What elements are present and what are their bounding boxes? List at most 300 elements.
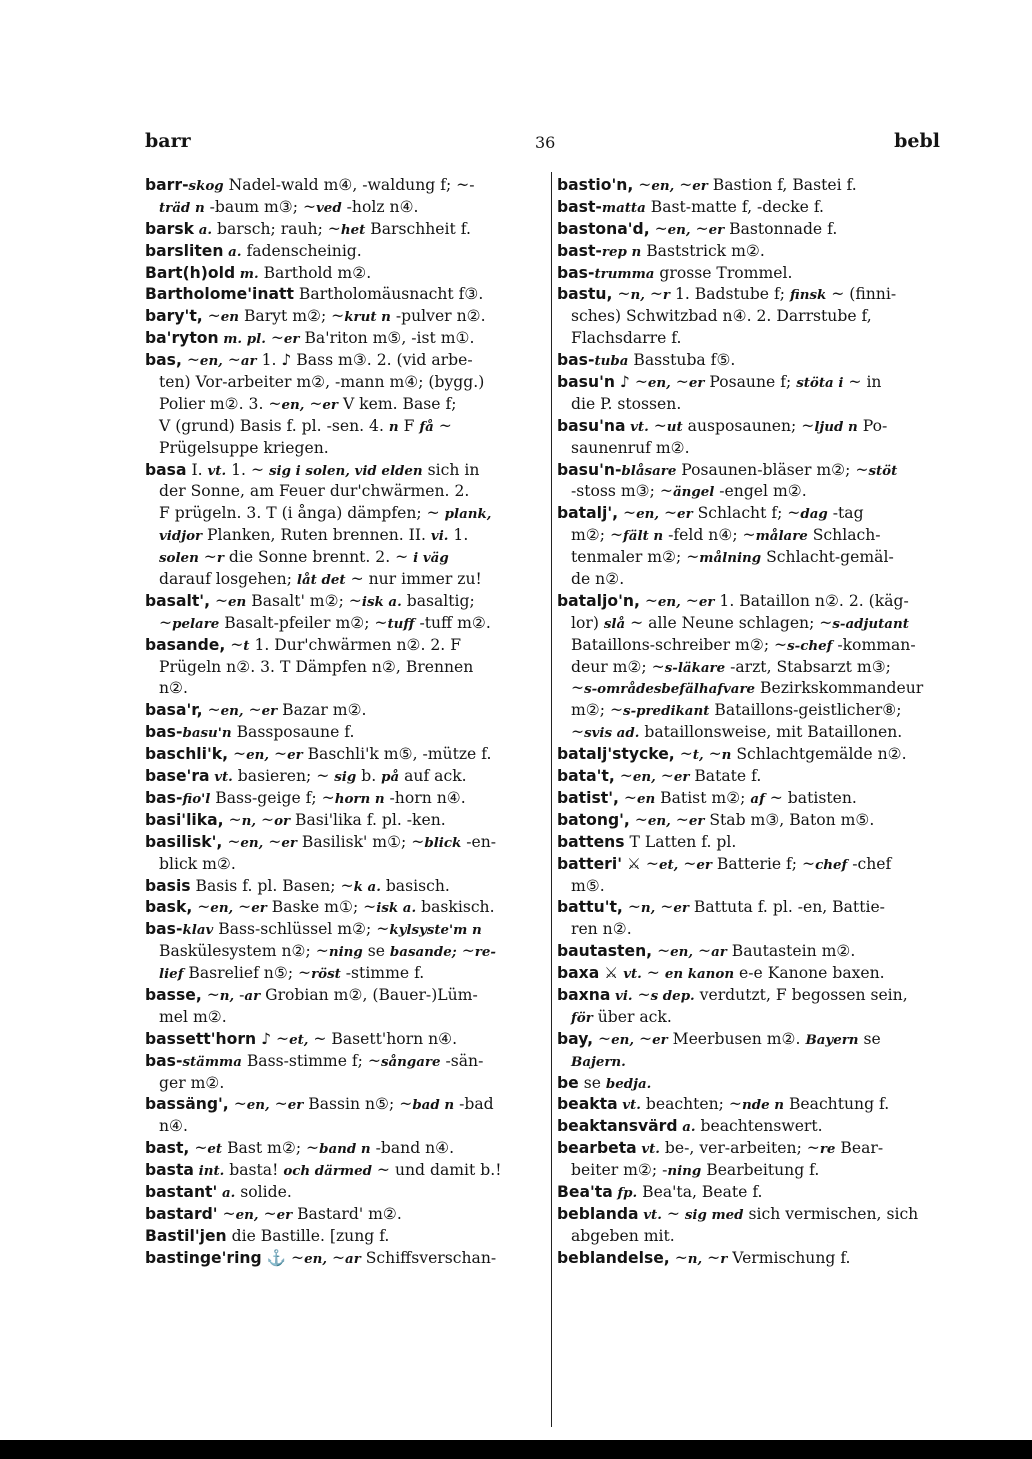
grammar-note: en, <box>651 178 675 194</box>
dictionary-entry <box>145 219 548 241</box>
entry-text: Nadel-wald m④, -waldung f; ~- <box>223 176 475 194</box>
entry-text: -arzt, Stabsarzt m③; <box>725 657 891 676</box>
dictionary-entry <box>145 350 548 459</box>
entry-text: -band n④. <box>370 1139 455 1158</box>
dictionary-entry <box>557 963 969 985</box>
headword: bas- <box>145 788 183 807</box>
entry-line <box>145 1116 548 1138</box>
grammar-note: röst <box>311 966 341 983</box>
grammar-note: er <box>261 703 278 720</box>
grammar-note: en, <box>220 703 244 720</box>
entry-line <box>145 744 548 766</box>
entry-line <box>145 635 548 657</box>
entry-line <box>557 941 969 963</box>
headword: bas- <box>557 263 595 282</box>
dictionary-entry <box>145 810 548 832</box>
entry-text: -komman- <box>832 635 916 654</box>
entry-text: ~ <box>680 591 699 610</box>
entry-line <box>557 394 969 416</box>
grammar-note: n, <box>241 812 257 829</box>
dictionary-entry <box>145 591 548 635</box>
dictionary-entry <box>557 350 969 372</box>
entry-text: die P. stossen. <box>571 394 682 413</box>
entry-text: ~ <box>571 679 585 698</box>
dictionary-entry <box>557 460 969 504</box>
entry-text: -baum m③; ~ <box>204 197 317 216</box>
entry-line <box>145 1029 548 1051</box>
entry-text: Baske m①; ~ <box>266 898 377 917</box>
dictionary-entry <box>145 1248 548 1270</box>
entry-text: abgeben mit. <box>571 1226 675 1245</box>
grammar-note: fält n <box>623 528 664 545</box>
entry-line <box>557 876 969 898</box>
grammar-note: er <box>281 834 297 851</box>
entry-text: saunenruf m②. <box>571 438 690 457</box>
grammar-note: en, <box>240 834 264 851</box>
grammar-note: er <box>283 331 300 348</box>
grammar-note: er <box>677 506 693 523</box>
grammar-note: r <box>216 550 224 567</box>
entry-text: -engel m②. <box>714 482 807 501</box>
entry-text: Basstuba f⑤. <box>628 351 736 370</box>
entry-text: Bearbeitung f. <box>701 1161 820 1180</box>
entry-line <box>557 1182 969 1204</box>
headword: basta <box>145 1161 194 1180</box>
grammar-note: basu'n <box>182 725 232 742</box>
entry-line <box>145 460 548 482</box>
entry-text: blick m②. <box>159 854 236 873</box>
grammar-note: blåsare <box>621 462 677 479</box>
dictionary-entry <box>557 1182 969 1204</box>
headword: bastu, <box>557 285 613 304</box>
entry-text: darauf losgehen; <box>159 570 297 589</box>
grammar-note: plank, <box>444 506 492 523</box>
entry-line <box>145 1073 548 1095</box>
headword: beblanda <box>557 1204 639 1223</box>
entry-text: -sän- <box>440 1051 484 1070</box>
headword: bata't, <box>557 767 615 786</box>
left-column <box>145 175 548 1270</box>
grammar-note: horn n <box>334 790 385 807</box>
entry-line <box>145 678 548 700</box>
headword: beakta <box>557 1095 618 1114</box>
grammar-note: re <box>819 1141 836 1158</box>
grammar-note: klav <box>182 922 214 939</box>
entry-text: ~ <box>655 898 674 917</box>
grammar-note: er <box>652 1031 668 1048</box>
entry-text: ~ <box>201 985 220 1004</box>
entry-text: Planken, Ruten brennen. II. <box>202 526 431 545</box>
grammar-note: vt. <box>207 462 227 479</box>
entry-line <box>557 175 969 197</box>
grammar-note: a. <box>217 1184 236 1201</box>
grammar-note: vt. <box>623 966 642 983</box>
entry-text: ~ <box>674 176 693 194</box>
headword: bas- <box>145 920 183 939</box>
entry-text: Beachtung f. <box>784 1095 890 1114</box>
entry-line <box>557 1226 969 1248</box>
entry-text: b. <box>356 767 382 786</box>
grammar-note: sig <box>334 769 357 786</box>
entry-text: m②; ~ <box>571 526 624 545</box>
grammar-note: vt. <box>638 1206 662 1223</box>
grammar-note: isk a. <box>361 593 402 610</box>
entry-line <box>557 525 969 547</box>
entry-line <box>557 766 969 788</box>
entry-text: Flachsdarre f. <box>571 329 682 348</box>
grammar-note: n, <box>687 1250 703 1267</box>
dictionary-entry <box>145 1204 548 1226</box>
entry-text: Bartholomäusnacht f③. <box>293 285 484 304</box>
entry-text: -tuff m②. <box>414 613 491 632</box>
dictionary-entry <box>557 372 969 416</box>
grammar-note: rep n <box>601 243 642 260</box>
entry-line <box>145 284 548 306</box>
grammar-note: sig i solen, vid elden <box>269 462 423 479</box>
grammar-note: t <box>243 637 250 654</box>
dictionary-entry <box>145 766 548 788</box>
entry-text: ~ <box>674 745 693 764</box>
entry-text: deur m②; ~ <box>571 657 665 676</box>
dictionary-entry <box>145 897 548 919</box>
grammar-note: slå <box>603 615 626 632</box>
grammar-note: n, <box>630 287 645 304</box>
entry-text: grosse Trommel. <box>654 263 793 282</box>
entry-text: ~ nur immer zu! <box>345 570 482 589</box>
entry-text: ~ <box>327 1248 346 1267</box>
running-head-right: bebl <box>894 130 940 152</box>
grammar-note: re- <box>474 944 496 961</box>
entry-text: -pulver n②. <box>390 307 486 326</box>
dictionary-entry <box>145 1051 548 1095</box>
entry-line <box>557 1073 969 1095</box>
entry-line <box>145 1138 548 1160</box>
grammar-note: a. <box>223 243 242 260</box>
entry-line <box>557 854 969 876</box>
entry-text: ~ <box>678 854 697 873</box>
entry-text: Vermischung f. <box>727 1248 851 1267</box>
grammar-note: en, <box>199 353 223 370</box>
entry-line <box>145 547 548 569</box>
grammar-note: solen <box>159 550 199 567</box>
entry-text: 1. ♪ Bass m③. 2. (vid arbe- <box>256 351 473 370</box>
grammar-note: en, <box>670 944 694 961</box>
entry-line <box>557 919 969 941</box>
grammar-note: k a. <box>353 878 381 895</box>
grammar-note: stämma <box>182 1053 242 1070</box>
grammar-note: s-chef <box>787 637 833 654</box>
entry-text: se <box>578 1073 606 1092</box>
headword: Bartholome'inatt <box>145 285 294 304</box>
entry-line <box>145 197 548 219</box>
headword: bas- <box>145 723 183 742</box>
entry-text: Bassin n⑤; ~ <box>303 1095 413 1114</box>
entry-text: 1. Dur'chwärmen n②. 2. F <box>249 635 462 654</box>
entry-text: ~ <box>223 810 242 829</box>
grammar-note: int. <box>193 1163 225 1180</box>
entry-text: ~ <box>433 416 452 435</box>
entry-line <box>145 876 548 898</box>
entry-text: Basalt-pfeiler m②; ~ <box>219 613 388 632</box>
entry-line <box>557 350 969 372</box>
entry-text: ~ <box>258 1204 277 1223</box>
entry-line <box>145 1160 548 1182</box>
entry-text: Posaunen-bläser m②; ~ <box>676 460 869 479</box>
entry-text: beachtenswert. <box>695 1117 823 1136</box>
grammar-note: en, <box>246 1097 270 1114</box>
entry-text: ger m②. <box>159 1073 225 1092</box>
headword: basu'na <box>557 416 626 435</box>
entry-text: ~ <box>612 285 631 304</box>
grammar-note: fio'l <box>182 790 211 807</box>
entry-text: ~ <box>655 767 674 786</box>
entry-line <box>145 1204 548 1226</box>
grammar-note: bedja. <box>605 1075 652 1092</box>
entry-line <box>557 700 969 722</box>
headword: bataljo'n, <box>557 591 640 610</box>
entry-text: Basrelief n⑤; ~ <box>183 964 312 983</box>
entry-line <box>145 1226 548 1248</box>
grammar-note: krut n <box>344 309 391 326</box>
entry-text: ~ <box>661 1204 685 1223</box>
grammar-note: en <box>228 593 247 610</box>
entry-text: mel m②. <box>159 1007 227 1026</box>
headword: Bart(h)old <box>145 263 236 282</box>
entry-text: e-e Kanone baxen. <box>734 964 885 983</box>
entry-text: ten) Vor-arbeiter m②, -mann m④; (bygg.) <box>159 373 485 392</box>
grammar-note: t, <box>692 747 704 764</box>
grammar-note: en <box>220 309 239 326</box>
dictionary-entry <box>145 1029 548 1051</box>
entry-line <box>557 1138 969 1160</box>
headword: bay, <box>557 1029 594 1048</box>
headword: bast- <box>557 241 602 260</box>
grammar-note: et, <box>289 1031 309 1048</box>
entry-text: ~ <box>198 548 217 567</box>
headword: batalj', <box>557 504 619 523</box>
entry-text: ⚔ <box>599 964 624 983</box>
entry-line <box>557 722 969 744</box>
entry-text: sches) Schwitzbad n④. 2. Darrstube f, <box>571 307 872 326</box>
entry-text: Bataillons-schreiber m②; ~ <box>571 635 788 654</box>
entry-text: I. <box>186 460 208 479</box>
entry-text: Bast m②; ~ <box>222 1139 320 1158</box>
grammar-note: s-adjutant <box>832 615 909 632</box>
entry-text: ⚓ ~ <box>261 1248 305 1267</box>
dictionary-entry <box>557 1029 969 1073</box>
entry-text: ~ batisten. <box>764 788 857 807</box>
entry-text: ~ <box>633 176 652 194</box>
entry-line <box>145 963 548 985</box>
entry-line <box>145 1182 548 1204</box>
grammar-note: fp. <box>612 1184 638 1201</box>
entry-text: Grobian m②, (Bauer-)Lüm- <box>260 985 478 1004</box>
entry-text: Bataillons-geistlicher⑧; <box>709 701 902 720</box>
grammar-note: träd n <box>159 199 205 216</box>
entry-text: ~ <box>618 504 637 523</box>
entry-text: ~ <box>228 1095 247 1114</box>
entry-text: ~ <box>571 723 585 742</box>
headword: bas, <box>145 351 182 370</box>
entry-line <box>557 985 969 1007</box>
dictionary-entry <box>145 241 548 263</box>
dictionary-entry <box>557 1248 969 1270</box>
grammar-note: er <box>276 1206 293 1223</box>
entry-line <box>145 766 548 788</box>
grammar-note: er <box>708 221 725 238</box>
headword: bearbeta <box>557 1139 637 1158</box>
entry-text: -holz n④. <box>341 197 419 216</box>
entry-text: se <box>362 942 390 961</box>
grammar-note: bad n <box>412 1097 455 1114</box>
headword: battu't, <box>557 898 623 917</box>
dictionary-entry <box>145 700 548 722</box>
entry-line <box>145 700 548 722</box>
entry-text: solide. <box>235 1182 292 1201</box>
headword: batteri' <box>557 854 622 873</box>
entry-text: ~ <box>669 1248 688 1267</box>
entry-text: ~ <box>618 788 637 807</box>
entry-line <box>145 372 548 394</box>
dictionary-entry <box>145 722 548 744</box>
dictionary-entry <box>557 985 969 1029</box>
entry-text: Barthold m②. <box>258 263 372 282</box>
entry-line <box>145 985 548 1007</box>
entry-text: ~ in <box>843 373 882 392</box>
entry-line <box>145 503 548 525</box>
grammar-note: er <box>673 769 690 786</box>
entry-text: 1. Bataillon n②. 2. (käg- <box>714 591 909 610</box>
entry-text: basaltig; <box>401 591 475 610</box>
dictionary-entry <box>557 241 969 263</box>
grammar-note: vt. <box>625 418 649 435</box>
grammar-note: er <box>673 900 689 917</box>
entry-text: -stoss m③; ~ <box>571 482 673 501</box>
headword: barsk <box>145 219 195 238</box>
entry-text: Po- <box>857 416 888 435</box>
entry-text: Baststrick m②. <box>641 241 765 260</box>
headword: bas- <box>145 1051 183 1070</box>
dictionary-entry <box>145 1094 548 1138</box>
grammar-note: en, <box>636 506 660 523</box>
headword: Bea'ta <box>557 1182 613 1201</box>
grammar-note: n <box>721 747 732 764</box>
entry-text: ~ (finni- <box>826 285 897 304</box>
entry-text: ~ <box>265 329 284 348</box>
entry-text: Basis f. pl. Basen; ~ <box>190 876 354 895</box>
entry-text: Ba'riton m⑤, -ist m①. <box>299 329 475 348</box>
entry-line <box>557 219 969 241</box>
entry-text: Posaune f; <box>704 373 797 392</box>
grammar-note: stöt <box>868 462 898 479</box>
entry-text: Prügelsuppe kriegen. <box>159 438 329 457</box>
entry-text: Battuta f. pl. -en, Battie- <box>688 898 885 917</box>
grammar-note: dag <box>800 506 828 523</box>
entry-text: m②; ~ <box>571 701 624 720</box>
entry-text: ~ <box>702 1248 721 1267</box>
entry-line <box>557 788 969 810</box>
headword: batalj'stycke, <box>557 745 675 764</box>
grammar-note: ar <box>711 944 727 961</box>
entry-text: Barschheit f. <box>365 219 471 238</box>
entry-line <box>145 481 548 503</box>
entry-text: ~ <box>243 701 262 720</box>
entry-line <box>145 175 548 197</box>
entry-line <box>557 1007 969 1029</box>
headword: bassett'horn <box>145 1029 257 1048</box>
entry-text: 1. Badstube f; <box>669 285 790 304</box>
entry-line <box>145 438 548 460</box>
entry-line <box>557 263 969 285</box>
grammar-note: er <box>287 1097 304 1114</box>
grammar-note: vidjor <box>159 528 203 545</box>
grammar-note: ut <box>666 418 683 435</box>
entry-text: ~ <box>269 1095 288 1114</box>
dictionary-entry <box>145 460 548 591</box>
entry-text: ~ <box>690 219 709 238</box>
dictionary-entry <box>557 744 969 766</box>
entry-line <box>557 897 969 919</box>
grammar-note: en, <box>632 769 656 786</box>
entry-text: -tag <box>827 504 864 523</box>
entry-text: baskisch. <box>416 898 495 917</box>
grammar-note: lief <box>159 966 184 983</box>
dictionary-entry <box>557 591 969 744</box>
entry-text: Bass-stimme f; ~ <box>241 1051 381 1070</box>
entry-line <box>145 941 548 963</box>
entry-text: ~ Basett'horn n④. <box>308 1029 458 1048</box>
grammar-note: svis ad. <box>584 725 640 742</box>
entry-text: ⚔ ~ <box>621 854 659 873</box>
dictionary-entry <box>145 1226 548 1248</box>
grammar-note: en kanon <box>664 966 735 983</box>
entry-text: Basilisk' m①; ~ <box>296 832 425 851</box>
grammar-note: målare <box>755 528 808 545</box>
grammar-note: stöta i <box>796 375 844 392</box>
grammar-note: m. pl. <box>218 331 266 348</box>
grammar-note: finsk <box>789 287 827 304</box>
dictionary-entry <box>145 1138 548 1160</box>
headword: bast, <box>145 1139 190 1158</box>
entry-text: ~ <box>703 745 722 764</box>
entry-line <box>557 1029 969 1051</box>
entry-text: de n②. <box>571 570 625 589</box>
dictionary-entry <box>557 197 969 219</box>
entry-text: ~ <box>593 1029 612 1048</box>
entry-text: ~ <box>192 898 211 917</box>
grammar-note: i väg <box>413 550 449 567</box>
entry-text: ~ <box>222 832 241 851</box>
entry-text: ~ <box>634 1029 653 1048</box>
headword: barsliten <box>145 241 224 260</box>
headword: bastio'n, <box>557 176 634 194</box>
entry-text: auf ack. <box>399 767 467 786</box>
entry-text: V kem. Base f; <box>337 394 457 413</box>
grammar-note: er <box>287 747 303 764</box>
dictionary-entry <box>557 1073 969 1095</box>
headword: bastona'd, <box>557 219 650 238</box>
entry-text: Baryt m②; ~ <box>239 307 345 326</box>
entry-text: ~ <box>659 504 678 523</box>
grammar-note: s-läkare <box>664 659 726 676</box>
entry-line <box>557 569 969 591</box>
entry-line <box>557 1248 969 1270</box>
entry-text: Baskülesystem n②; ~ <box>159 942 329 961</box>
entry-line <box>557 241 969 263</box>
headword: bary't, <box>145 307 203 326</box>
grammar-note: m. <box>235 265 259 282</box>
dictionary-entry <box>145 1160 548 1182</box>
